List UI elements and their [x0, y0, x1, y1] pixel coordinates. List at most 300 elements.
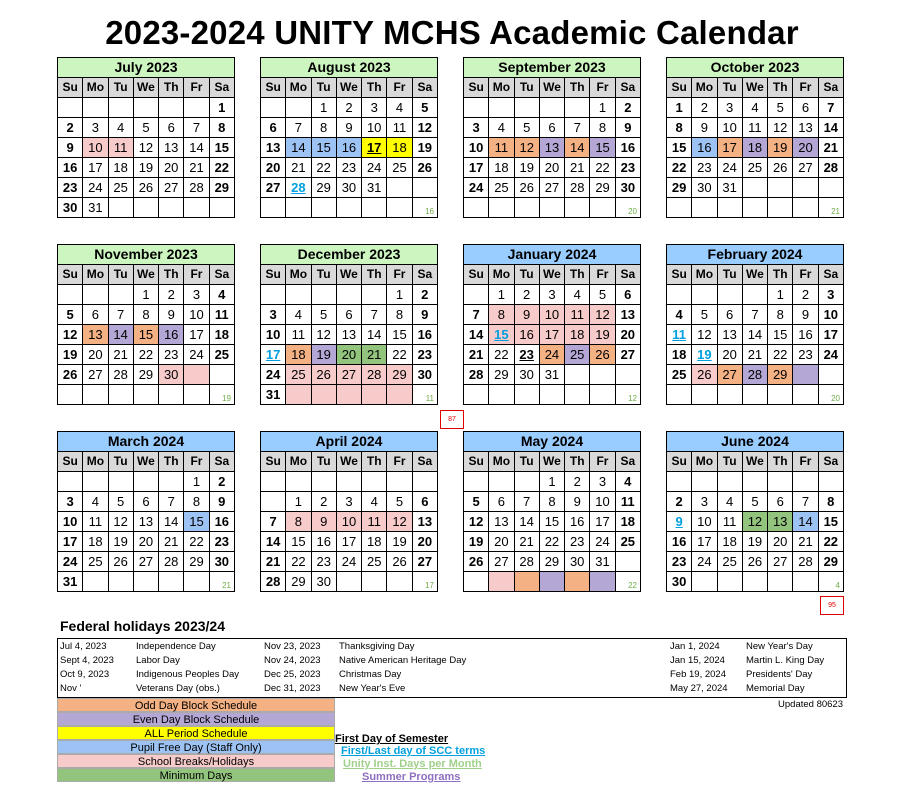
weekday-header: Mo	[83, 78, 108, 98]
day-cell	[615, 365, 640, 385]
day-cell: 24	[590, 532, 615, 552]
day-cell: 26	[58, 365, 83, 385]
weekday-header: Th	[768, 265, 793, 285]
day-cell: 1	[209, 98, 234, 118]
day-cell	[489, 198, 514, 218]
day-cell: 27	[159, 178, 184, 198]
weekday-header: We	[539, 265, 564, 285]
day-cell: 19	[108, 532, 133, 552]
day-cell: 24	[717, 158, 742, 178]
day-cell: 1	[184, 472, 209, 492]
day-cell: 11	[717, 512, 742, 532]
day-cell: 25	[286, 365, 311, 385]
holiday-name: Martin L. King Day	[746, 655, 825, 666]
day-cell: 25	[108, 178, 133, 198]
weekday-header: Sa	[615, 265, 640, 285]
day-cell: 16	[58, 158, 83, 178]
month-title: January 2024	[464, 245, 641, 265]
day-cell: 21	[818, 138, 843, 158]
instructional-days-count: 21	[818, 198, 843, 218]
day-cell	[514, 472, 539, 492]
day-cell: 7	[514, 492, 539, 512]
weekday-header: Th	[362, 78, 387, 98]
day-cell: 27	[261, 178, 286, 198]
day-cell: 3	[83, 118, 108, 138]
weekday-header: Mo	[286, 265, 311, 285]
weekday-header: Sa	[209, 265, 234, 285]
day-cell	[717, 285, 742, 305]
day-cell: 11	[362, 512, 387, 532]
day-cell: 29	[209, 178, 234, 198]
weekday-header: Tu	[717, 265, 742, 285]
weekday-header: We	[539, 452, 564, 472]
day-cell: 10	[83, 138, 108, 158]
day-cell: 16	[412, 325, 437, 345]
day-cell: 16	[692, 138, 717, 158]
day-cell: 14	[286, 138, 311, 158]
day-cell: 2	[667, 492, 692, 512]
day-cell: 21	[565, 158, 590, 178]
day-cell: 23	[514, 345, 539, 365]
day-cell	[286, 98, 311, 118]
day-cell	[286, 385, 311, 405]
day-cell: 18	[667, 345, 692, 365]
day-cell: 20	[768, 532, 793, 552]
day-cell: 4	[286, 305, 311, 325]
day-cell: 22	[286, 552, 311, 572]
weekday-header: Su	[667, 78, 692, 98]
instructional-days-count: 20	[615, 198, 640, 218]
day-cell: 21	[362, 345, 387, 365]
day-cell: 8	[590, 118, 615, 138]
holiday-date: Nov '	[60, 683, 82, 694]
day-cell	[133, 572, 158, 592]
day-cell: 5	[311, 305, 336, 325]
day-cell	[692, 198, 717, 218]
month-title: July 2023	[58, 58, 235, 78]
holiday-name: Presidents' Day	[746, 669, 813, 680]
day-cell: 18	[615, 512, 640, 532]
day-cell: 18	[83, 532, 108, 552]
day-cell	[717, 472, 742, 492]
day-cell: 17	[692, 532, 717, 552]
weekday-header: We	[742, 78, 767, 98]
day-cell	[590, 572, 615, 592]
day-cell: 15	[818, 512, 843, 532]
day-cell: 26	[108, 552, 133, 572]
day-cell: 31	[362, 178, 387, 198]
weekday-header: Mo	[692, 78, 717, 98]
day-cell: 15	[209, 138, 234, 158]
weekday-header: Mo	[489, 452, 514, 472]
day-cell: 12	[768, 118, 793, 138]
legend-even-day: Even Day Block Schedule	[57, 712, 335, 726]
day-cell: 8	[209, 118, 234, 138]
holiday-name: Veterans Day (obs.)	[136, 683, 220, 694]
day-cell	[565, 198, 590, 218]
day-cell: 31	[717, 178, 742, 198]
day-cell: 31	[539, 365, 564, 385]
day-cell: 11	[387, 118, 412, 138]
day-cell: 30	[565, 552, 590, 572]
day-cell: 27	[615, 345, 640, 365]
weekday-header: Tu	[717, 78, 742, 98]
holiday-date: Dec 25, 2023	[264, 669, 321, 680]
day-cell	[667, 385, 692, 405]
day-cell: 30	[615, 178, 640, 198]
day-cell	[261, 198, 286, 218]
day-cell: 2	[692, 98, 717, 118]
day-cell	[133, 385, 158, 405]
day-cell: 8	[133, 305, 158, 325]
day-cell: 19	[692, 345, 717, 365]
day-cell: 21	[286, 158, 311, 178]
weekday-header: Mo	[692, 452, 717, 472]
day-cell: 2	[412, 285, 437, 305]
day-cell: 9	[58, 138, 83, 158]
day-cell: 29	[133, 365, 158, 385]
day-cell	[362, 385, 387, 405]
holiday-date: Nov 23, 2023	[264, 641, 321, 652]
day-cell: 1	[539, 472, 564, 492]
day-cell: 22	[590, 158, 615, 178]
day-cell: 12	[58, 325, 83, 345]
day-cell	[768, 385, 793, 405]
day-cell: 25	[717, 552, 742, 572]
month-calendar	[463, 244, 641, 405]
day-cell: 16	[209, 512, 234, 532]
day-cell	[336, 572, 361, 592]
instructional-days-count: 4	[818, 572, 843, 592]
day-cell	[539, 385, 564, 405]
weekday-header: Sa	[615, 452, 640, 472]
holiday-date: Feb 19, 2024	[670, 669, 726, 680]
day-cell	[58, 98, 83, 118]
instructional-days-count: 20	[818, 385, 843, 405]
month-title: September 2023	[464, 58, 641, 78]
weekday-header: Tu	[514, 78, 539, 98]
day-cell: 16	[793, 325, 818, 345]
day-cell: 6	[83, 305, 108, 325]
weekday-header: Sa	[209, 452, 234, 472]
month-calendar	[260, 57, 438, 218]
day-cell: 6	[717, 305, 742, 325]
day-cell: 9	[615, 118, 640, 138]
day-cell	[793, 178, 818, 198]
day-cell: 28	[261, 572, 286, 592]
day-cell: 6	[615, 285, 640, 305]
day-cell: 15	[539, 512, 564, 532]
day-cell: 29	[539, 552, 564, 572]
month-calendar	[260, 431, 438, 592]
day-cell: 11	[615, 492, 640, 512]
day-cell: 2	[159, 285, 184, 305]
day-cell: 14	[514, 512, 539, 532]
day-cell: 11	[286, 325, 311, 345]
day-cell: 4	[717, 492, 742, 512]
day-cell	[286, 472, 311, 492]
day-cell	[387, 572, 412, 592]
month-title: August 2023	[261, 58, 438, 78]
day-cell: 10	[261, 325, 286, 345]
day-cell: 8	[184, 492, 209, 512]
day-cell	[311, 285, 336, 305]
holiday-name: Native American Heritage Day	[339, 655, 467, 666]
weekday-header: Sa	[209, 78, 234, 98]
day-cell: 13	[768, 512, 793, 532]
day-cell: 16	[336, 138, 361, 158]
legend-minimum-days: Minimum Days	[57, 768, 335, 782]
federal-holidays-title: Federal holidays 2023/24	[60, 618, 225, 634]
day-cell: 31	[58, 572, 83, 592]
day-cell: 26	[464, 552, 489, 572]
day-cell: 18	[362, 532, 387, 552]
day-cell: 24	[692, 552, 717, 572]
weekday-header: Sa	[818, 452, 843, 472]
weekday-header: Sa	[818, 265, 843, 285]
day-cell: 1	[768, 285, 793, 305]
legend-odd-day: Odd Day Block Schedule	[57, 698, 335, 712]
day-cell	[692, 572, 717, 592]
day-cell: 21	[261, 552, 286, 572]
day-cell: 29	[590, 178, 615, 198]
instructional-days-count: 12	[615, 385, 640, 405]
day-cell: 10	[539, 305, 564, 325]
day-cell: 11	[108, 138, 133, 158]
day-cell: 3	[464, 118, 489, 138]
weekday-header: We	[336, 78, 361, 98]
day-cell: 25	[209, 345, 234, 365]
day-cell: 25	[387, 158, 412, 178]
day-cell: 20	[539, 158, 564, 178]
day-cell: 5	[58, 305, 83, 325]
weekday-header: Mo	[489, 78, 514, 98]
day-cell	[261, 285, 286, 305]
day-cell: 25	[742, 158, 767, 178]
day-cell: 25	[615, 532, 640, 552]
day-cell: 6	[159, 118, 184, 138]
day-cell: 10	[692, 512, 717, 532]
day-cell: 12	[464, 512, 489, 532]
day-cell	[742, 285, 767, 305]
day-cell: 28	[742, 365, 767, 385]
spring-total-days: 95	[820, 596, 844, 615]
weekday-header: We	[742, 265, 767, 285]
day-cell: 18	[565, 325, 590, 345]
day-cell	[717, 572, 742, 592]
weekday-header: Fr	[387, 265, 412, 285]
month-title: May 2024	[464, 432, 641, 452]
day-cell	[387, 472, 412, 492]
day-cell: 8	[387, 305, 412, 325]
holiday-date: Sept 4, 2023	[60, 655, 114, 666]
day-cell: 23	[311, 552, 336, 572]
instructional-days-count: 22	[615, 572, 640, 592]
weekday-header: Mo	[489, 265, 514, 285]
day-cell: 2	[615, 98, 640, 118]
instructional-days-count: 19	[209, 385, 234, 405]
day-cell: 8	[311, 118, 336, 138]
day-cell: 27	[412, 552, 437, 572]
day-cell: 11	[667, 325, 692, 345]
day-cell: 14	[159, 512, 184, 532]
day-cell: 23	[159, 345, 184, 365]
day-cell	[58, 285, 83, 305]
day-cell	[336, 472, 361, 492]
day-cell: 6	[133, 492, 158, 512]
day-cell: 27	[336, 365, 361, 385]
weekday-header: Fr	[184, 452, 209, 472]
day-cell	[489, 98, 514, 118]
day-cell: 26	[768, 158, 793, 178]
day-cell: 5	[108, 492, 133, 512]
day-cell: 4	[565, 285, 590, 305]
day-cell: 27	[133, 552, 158, 572]
day-cell: 25	[83, 552, 108, 572]
day-cell: 22	[184, 532, 209, 552]
day-cell: 18	[742, 138, 767, 158]
day-cell: 17	[539, 325, 564, 345]
day-cell: 22	[539, 532, 564, 552]
day-cell: 1	[590, 98, 615, 118]
day-cell: 26	[387, 552, 412, 572]
day-cell: 19	[133, 158, 158, 178]
day-cell: 20	[793, 138, 818, 158]
day-cell: 2	[565, 472, 590, 492]
day-cell	[539, 572, 564, 592]
day-cell: 29	[184, 552, 209, 572]
weekday-header: Sa	[412, 452, 437, 472]
day-cell: 13	[717, 325, 742, 345]
weekday-header: Sa	[818, 78, 843, 98]
day-cell: 24	[261, 365, 286, 385]
weekday-header: Fr	[184, 78, 209, 98]
day-cell: 16	[565, 512, 590, 532]
day-cell: 15	[489, 325, 514, 345]
weekday-header: Su	[261, 452, 286, 472]
day-cell: 14	[261, 532, 286, 552]
day-cell: 1	[387, 285, 412, 305]
day-cell: 30	[336, 178, 361, 198]
day-cell: 6	[261, 118, 286, 138]
day-cell	[793, 365, 818, 385]
day-cell: 13	[615, 305, 640, 325]
day-cell: 23	[209, 532, 234, 552]
day-cell	[83, 472, 108, 492]
day-cell	[83, 98, 108, 118]
day-cell: 7	[286, 118, 311, 138]
day-cell: 3	[692, 492, 717, 512]
day-cell	[514, 385, 539, 405]
day-cell	[818, 365, 843, 385]
day-cell: 23	[565, 532, 590, 552]
day-cell: 17	[590, 512, 615, 532]
day-cell	[261, 472, 286, 492]
day-cell: 11	[83, 512, 108, 532]
month-title: December 2023	[261, 245, 438, 265]
day-cell: 7	[464, 305, 489, 325]
weekday-header: Th	[159, 265, 184, 285]
weekday-header: Mo	[286, 78, 311, 98]
month-title: October 2023	[667, 58, 844, 78]
weekday-header: Th	[159, 78, 184, 98]
day-cell	[768, 472, 793, 492]
day-cell: 2	[209, 472, 234, 492]
day-cell	[692, 285, 717, 305]
day-cell	[489, 385, 514, 405]
day-cell: 14	[464, 325, 489, 345]
day-cell: 3	[818, 285, 843, 305]
day-cell: 7	[818, 98, 843, 118]
day-cell: 12	[108, 512, 133, 532]
day-cell: 5	[387, 492, 412, 512]
day-cell: 1	[133, 285, 158, 305]
day-cell	[464, 198, 489, 218]
day-cell: 4	[362, 492, 387, 512]
day-cell	[742, 198, 767, 218]
day-cell: 17	[362, 138, 387, 158]
weekday-header: Sa	[615, 78, 640, 98]
day-cell	[311, 472, 336, 492]
day-cell: 5	[412, 98, 437, 118]
legend-unity-days: Unity Inst. Days per Month	[343, 758, 482, 770]
day-cell	[464, 472, 489, 492]
day-cell: 24	[58, 552, 83, 572]
day-cell	[464, 572, 489, 592]
day-cell: 16	[514, 325, 539, 345]
day-cell	[133, 98, 158, 118]
month-title: April 2024	[261, 432, 438, 452]
weekday-header: We	[133, 265, 158, 285]
holiday-name: Indigenous Peoples Day	[136, 669, 239, 680]
day-cell: 9	[667, 512, 692, 532]
day-cell: 21	[742, 345, 767, 365]
fall-total-days: 87	[440, 410, 464, 429]
day-cell: 31	[83, 198, 108, 218]
day-cell: 11	[209, 305, 234, 325]
day-cell: 19	[58, 345, 83, 365]
day-cell: 15	[286, 532, 311, 552]
weekday-header: Tu	[108, 452, 133, 472]
month-calendar	[57, 431, 235, 592]
weekday-header: Su	[58, 265, 83, 285]
holiday-date: Dec 31, 2023	[264, 683, 321, 694]
weekday-header: Fr	[793, 265, 818, 285]
weekday-header: Tu	[311, 265, 336, 285]
day-cell: 22	[133, 345, 158, 365]
day-cell: 30	[692, 178, 717, 198]
day-cell: 13	[793, 118, 818, 138]
weekday-header: We	[336, 265, 361, 285]
day-cell	[412, 178, 437, 198]
day-cell: 28	[793, 552, 818, 572]
day-cell: 28	[108, 365, 133, 385]
day-cell	[336, 285, 361, 305]
day-cell: 20	[615, 325, 640, 345]
day-cell: 21	[184, 158, 209, 178]
weekday-header: Mo	[286, 452, 311, 472]
day-cell: 20	[412, 532, 437, 552]
day-cell: 24	[818, 345, 843, 365]
day-cell: 14	[742, 325, 767, 345]
day-cell: 23	[58, 178, 83, 198]
day-cell	[742, 385, 767, 405]
day-cell: 23	[412, 345, 437, 365]
weekday-header: Su	[667, 452, 692, 472]
day-cell: 30	[667, 572, 692, 592]
day-cell: 5	[742, 492, 767, 512]
day-cell: 10	[184, 305, 209, 325]
